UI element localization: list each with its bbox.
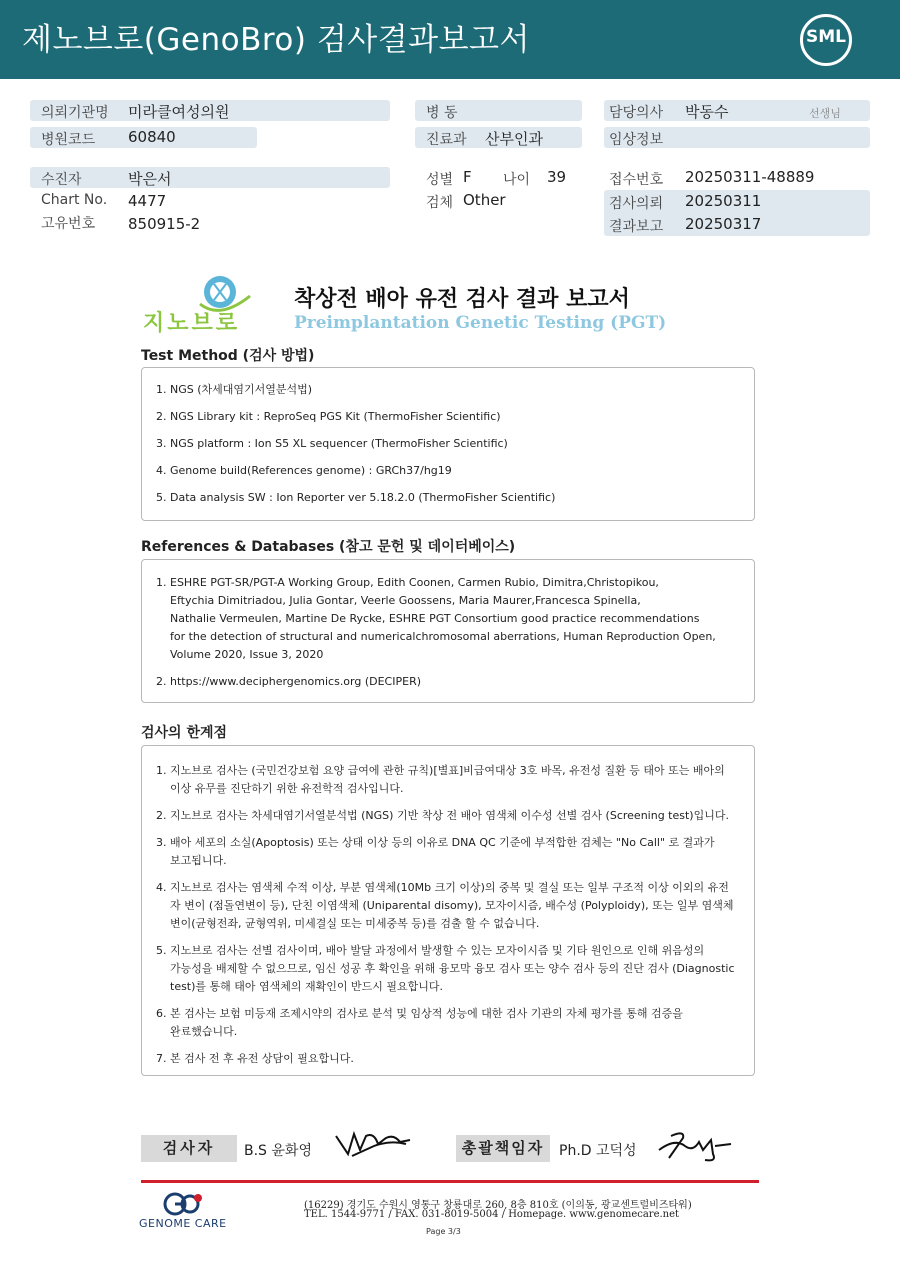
- list-item: [156, 462, 740, 480]
- list-item-number: 4.: [156, 881, 167, 894]
- list-item: [156, 673, 740, 691]
- list-item-line: for the detection of structural and numericalchromosomal aberrations, Human Reproduction Open,: [170, 630, 716, 643]
- list-item-line: 배아 세포의 소실(Apoptosis) 또는 상태 이상 등의 이유로 DNA QC 기준에 부적합한 검체는 "No Call" 로 결과가: [170, 836, 715, 849]
- list-item-number: 6.: [156, 1007, 167, 1020]
- list-item-line: 지노브로 검사는 염색체 수적 이상, 부분 염색체(10Mb 크기 이상)의 중복 및 결실 또는 일부 구조적 이상 이외의 유전: [170, 881, 729, 894]
- list-item-number: 7.: [156, 1052, 167, 1065]
- department-label: 진료과: [426, 132, 467, 148]
- age-value: 39: [547, 168, 567, 186]
- list-item-line: Volume 2020, Issue 3, 2020: [170, 648, 324, 661]
- list-item-line: 지노브로 검사는 차세대염기서열분석법 (NGS) 기반 착상 전 배아 염색체 이수성 선별 검사 (Screening test)입니다.: [170, 809, 729, 822]
- list-item-text: Data analysis SW : Ion Reporter ver 5.18.2.0 (ThermoFisher Scientific): [170, 491, 556, 504]
- list-item-line: 완료했습니다.: [170, 1025, 238, 1038]
- report-date-value: 20250317: [685, 215, 762, 233]
- report-title: 착상전 배아 유전 검사 결과 보고서: [294, 287, 630, 312]
- list-item-line: test)를 통해 태아 염색체의 재확인이 반드시 필요합니다.: [170, 980, 444, 993]
- list-item: [156, 807, 740, 825]
- ward-label: 병 동: [426, 105, 458, 121]
- list-item-line: 이상 유무를 진단하기 위한 유전학적 검사입니다.: [170, 782, 404, 795]
- references-box: [141, 559, 755, 703]
- test-method-list: [156, 381, 740, 507]
- institution-value: 미라클여성의원: [128, 103, 230, 121]
- list-item-line: 보고됩니다.: [170, 854, 227, 867]
- director-label: 총괄책임자: [456, 1135, 550, 1162]
- report-date-label: 결과보고: [609, 219, 664, 235]
- list-item-number: 1.: [156, 383, 167, 396]
- list-item-number: 2.: [156, 809, 167, 822]
- reception-no-value: 20250311-48889: [685, 168, 815, 186]
- request-date-value: 20250311: [685, 192, 762, 210]
- list-item-line: 지노브로 검사는 (국민건강보험 요양 급여에 관한 규칙)[별표]비급여대상 3호 바목, 유전성 질환 등 태아 또는 배아의: [170, 764, 725, 777]
- chart-no-value: 4477: [128, 192, 167, 210]
- doctor-label: 담당의사: [609, 105, 664, 121]
- list-item-number: 1.: [156, 576, 167, 589]
- list-item-line: Nathalie Vermeulen, Martine De Rycke, ESHRE PGT Consortium good practice recommendations: [170, 612, 700, 625]
- clinical-info-label: 임상정보: [609, 132, 664, 148]
- specimen-value: Other: [463, 191, 506, 209]
- genome-care-logo-icon: [162, 1191, 204, 1217]
- reception-no-label: 접수번호: [609, 172, 664, 188]
- genobro-logo-text: 지노브로: [143, 311, 241, 336]
- list-item-number: 2.: [156, 410, 167, 423]
- test-method-title: Test Method (검사 방법): [141, 348, 315, 364]
- unique-id-value: 850915-2: [128, 215, 201, 233]
- list-item: [156, 1005, 740, 1041]
- limitations-list: [156, 762, 740, 1068]
- examiner-name: B.S 윤화영: [244, 1143, 312, 1159]
- list-item: [156, 879, 740, 933]
- footer-contact: TEL. 1544-9771 / FAX. 031-8019-5004 / Homepage. www.genomecare.net: [304, 1209, 680, 1220]
- list-item-text: NGS platform : Ion S5 XL sequencer (ThermoFisher Scientific): [170, 437, 508, 450]
- list-item-line: 본 검사는 보험 미등재 조제시약의 검사로 분석 및 임상적 성능에 대한 검사 기관의 자체 평가를 통해 검증을: [170, 1007, 683, 1020]
- list-item: [156, 489, 740, 507]
- report-subtitle: Preimplantation Genetic Testing (PGT): [294, 313, 667, 333]
- footer-address: (16229) 경기도 수원시 영통구 창룡대로 260, 8층 810호 (이의동, 광교센트럴비즈타워): [304, 1200, 692, 1211]
- department-value: 산부인과: [485, 130, 543, 148]
- list-item-line: 지노브로 검사는 선별 검사이며, 배아 발달 과정에서 발생할 수 있는 모자이시즘 및 기타 원인으로 인해 위음성의: [170, 944, 705, 957]
- unique-id-label: 고유번호: [41, 216, 96, 232]
- hospital-code-value: 60840: [128, 128, 176, 146]
- age-label: 나이: [503, 172, 531, 188]
- list-item: [156, 408, 740, 426]
- list-item-number: 2.: [156, 675, 167, 688]
- list-item: [156, 381, 740, 399]
- director-signature-icon: [655, 1128, 735, 1164]
- list-item-number: 5.: [156, 491, 167, 504]
- list-item: [156, 574, 740, 664]
- list-item-number: 3.: [156, 437, 167, 450]
- list-item-line: 본 검사 전 후 유전 상담이 필요합니다.: [170, 1052, 354, 1065]
- director-name: Ph.D 고덕성: [559, 1143, 637, 1159]
- test-method-box: [141, 367, 755, 521]
- list-item: [156, 834, 740, 870]
- list-item-line: ESHRE PGT-SR/PGT-A Working Group, Edith Coonen, Carmen Rubio, Dimitra,Christopikou,: [170, 576, 659, 589]
- institution-label: 의뢰기관명: [41, 105, 109, 121]
- list-item: [156, 942, 740, 996]
- request-date-label: 검사의뢰: [609, 196, 664, 212]
- sex-label: 성별: [426, 172, 454, 188]
- patient-value: 박은서: [128, 170, 172, 188]
- examiner-label: 검사자: [141, 1135, 237, 1162]
- limitations-title: 검사의 한계점: [141, 725, 228, 741]
- hospital-code-label: 병원코드: [41, 132, 96, 148]
- list-item-text: NGS Library kit : ReproSeq PGS Kit (ThermoFisher Scientific): [170, 410, 501, 423]
- patient-label: 수진자: [41, 172, 82, 188]
- list-item-line: 자 변이 (점돌연변이 등), 단친 이염색체 (Uniparental disomy), 모자이시즘, 배수성 (Polyploidy), 또는 일부 염색체: [170, 899, 734, 912]
- list-item-text: NGS (차세대염기서열분석법): [170, 383, 313, 396]
- list-item-number: 1.: [156, 764, 167, 777]
- limitations-box: [141, 745, 755, 1076]
- header-title: 제노브로(GenoBro) 검사결과보고서: [22, 22, 530, 58]
- references-list: [156, 574, 740, 691]
- genome-care-text: GENOME CARE: [139, 1217, 227, 1230]
- page-number: Page 3/3: [426, 1227, 461, 1236]
- sex-value: F: [463, 168, 472, 186]
- list-item-line: https://www.deciphergenomics.org (DECIPER): [170, 675, 422, 688]
- specimen-label: 검체: [426, 195, 454, 211]
- doctor-value: 박동수: [685, 103, 729, 121]
- list-item-line: Eftychia Dimitriadou, Julia Gontar, Veerle Goossens, Maria Maurer,Francesca Spinella,: [170, 594, 641, 607]
- list-item: [156, 435, 740, 453]
- list-item-number: 4.: [156, 464, 167, 477]
- doctor-suffix: 선생님: [809, 107, 841, 120]
- list-item-line: 변이(균형전좌, 균형역위, 미세결실 또는 미세중복 등)를 검출 할 수 없습니다.: [170, 917, 540, 930]
- footer-divider: [141, 1180, 759, 1183]
- examiner-signature-icon: [334, 1130, 414, 1160]
- sml-logo-text: SML: [806, 27, 846, 47]
- list-item-line: 가능성을 배제할 수 없으므로, 임신 성공 후 확인을 위해 융모막 융모 검사 또는 양수 검사 등의 진단 검사 (Diagnostic: [170, 962, 735, 975]
- chart-no-label: Chart No.: [41, 192, 108, 208]
- list-item-number: 3.: [156, 836, 167, 849]
- patient-row-bg: [30, 167, 390, 188]
- list-item: [156, 762, 740, 798]
- list-item: [156, 1050, 740, 1068]
- list-item-text: Genome build(References genome) : GRCh37/hg19: [170, 464, 452, 477]
- references-title: References & Databases (참고 문헌 및 데이터베이스): [141, 539, 516, 555]
- list-item-number: 5.: [156, 944, 167, 957]
